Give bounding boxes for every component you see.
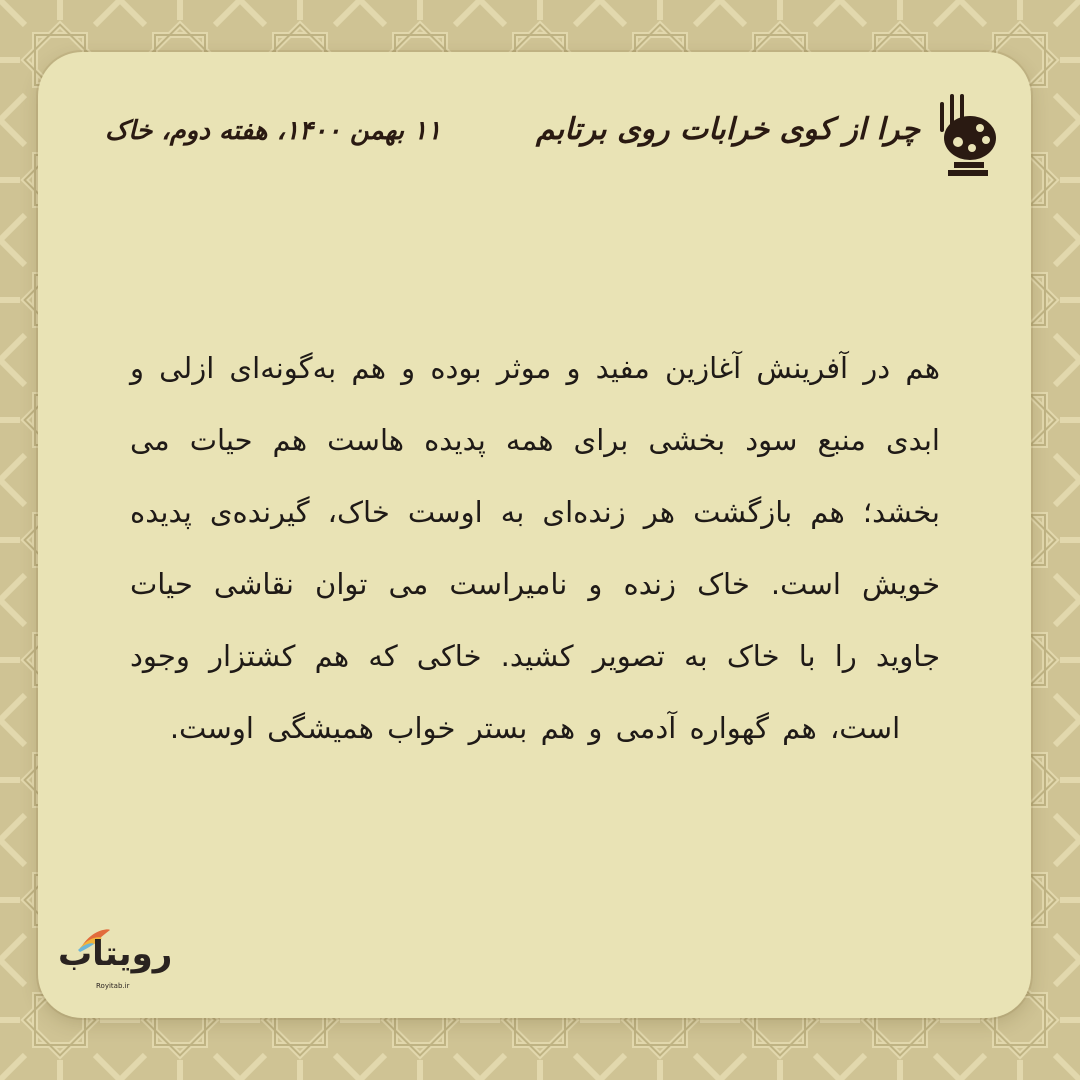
body-paragraph: هم در آفرینش آغازین مفید و موثر بوده و هم به‌گونه‌ای ازلی و ابدی منبع سود بخشی برای همه پدیده هاست هم حیات می بخشد؛ هم بازگشت هر زنده‌ای به اوست خاک، گیرنده‌ی پدیده خویش است. خاک زنده و نامیراست می توان نقاشی حیات جاوید را با خاک به تصویر کشید. خاکی که هم کشتزار وجود است، هم گهواره آدمی و هم بستر خواب همیشگی اوست. <box>130 351 940 745</box>
brand-name: رویتاب <box>58 934 173 974</box>
brand-url: Royitab.ir <box>96 982 130 990</box>
header-date: ۱۱ بهمن ۱۴۰۰، هفته دوم، خاک <box>105 116 442 146</box>
header-title: چرا از کوی خرابات روی برتابم <box>535 112 920 147</box>
hand-palette-icon <box>928 90 1000 182</box>
